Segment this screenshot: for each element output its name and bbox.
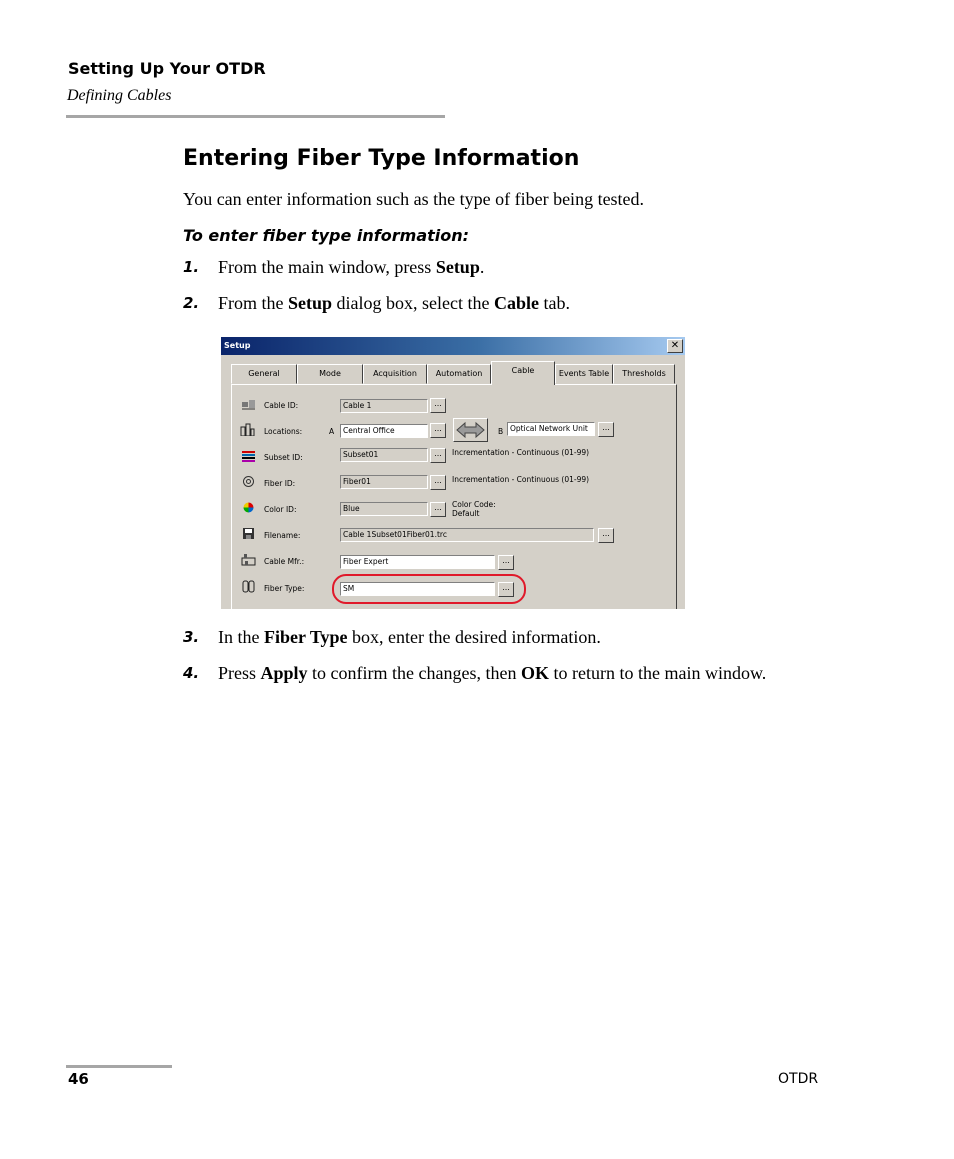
location-a-browse-button[interactable]: ... <box>430 423 446 438</box>
color-wheel-icon <box>241 501 256 514</box>
color-code-value: Default <box>452 509 480 518</box>
step-number: 4. <box>183 664 200 682</box>
subset-id-field[interactable]: Subset01 <box>340 448 428 462</box>
step-ui-term: Cable <box>493 293 539 313</box>
filename-browse-button[interactable]: ... <box>598 528 614 543</box>
color-id-label: Color ID: <box>264 505 297 514</box>
fiber-type-icon <box>241 580 256 593</box>
swap-arrows-icon <box>454 419 487 441</box>
step-text: From the <box>218 293 288 313</box>
step-text: Press <box>218 663 261 683</box>
buildings-icon <box>240 423 255 436</box>
step-ui-term: Fiber Type <box>263 627 348 647</box>
step-text: From the main window, press <box>218 257 436 277</box>
running-header-subtitle: Defining Cables <box>67 87 172 104</box>
tab-mode[interactable]: Mode <box>297 364 363 384</box>
floppy-disk-icon <box>241 527 256 540</box>
step-ui-term: Setup <box>288 293 333 313</box>
tab-general[interactable]: General <box>231 364 297 384</box>
cable-id-browse-button[interactable]: ... <box>430 398 446 413</box>
fiber-id-field[interactable]: Fiber01 <box>340 475 428 489</box>
step-text: dialog box, select the <box>332 293 494 313</box>
step-text: In the <box>218 627 264 647</box>
manufacturer-icon <box>241 553 256 566</box>
step-text: . <box>479 257 485 277</box>
location-a-label: A <box>329 427 335 436</box>
intro-paragraph: You can enter information such as the type of fiber being tested. <box>183 189 645 209</box>
step-text: to confirm the changes, then <box>307 663 521 683</box>
subset-icon <box>241 450 256 463</box>
location-b-field[interactable]: Optical Network Unit <box>507 422 595 436</box>
step-4 <box>183 661 803 686</box>
step-text: tab. <box>538 293 570 313</box>
tab-acquisition[interactable]: Acquisition <box>363 364 427 384</box>
step-1 <box>183 255 803 280</box>
fiber-type-highlight <box>332 574 526 604</box>
cable-mfr-label: Cable Mfr.: <box>264 557 305 566</box>
cable-icon <box>241 398 256 411</box>
step-number: 1. <box>183 258 200 276</box>
filename-label: Filename: <box>264 531 301 540</box>
cable-mfr-field[interactable]: Fiber Expert <box>340 555 495 569</box>
subset-id-label: Subset ID: <box>264 453 303 462</box>
close-button[interactable]: ✕ <box>667 339 683 353</box>
step-number: 2. <box>183 294 200 312</box>
footer-rule <box>66 1065 172 1068</box>
dialog-titlebar <box>221 337 685 355</box>
step-ui-term: Apply <box>260 663 308 683</box>
fiber-type-browse-button[interactable]: ... <box>498 582 514 597</box>
color-id-browse-button[interactable]: ... <box>430 502 446 517</box>
procedure-title: To enter fiber type information: <box>183 226 470 245</box>
filename-field[interactable]: Cable 1Subset01Fiber01.trc <box>340 528 594 542</box>
section-title: Entering Fiber Type Information <box>183 146 580 171</box>
tab-events-table[interactable]: Events Table <box>555 364 613 384</box>
location-a-field[interactable]: Central Office <box>340 424 428 438</box>
dialog-title: Setup <box>224 341 251 350</box>
step-text: to return to the main window. <box>549 663 767 683</box>
cable-mfr-browse-button[interactable]: ... <box>498 555 514 570</box>
fiber-type-field[interactable]: SM <box>340 582 495 596</box>
locations-label: Locations: <box>264 427 303 436</box>
step-ui-term: OK <box>520 663 549 683</box>
step-ui-term: Setup <box>435 257 480 277</box>
fiber-id-browse-button[interactable]: ... <box>430 475 446 490</box>
color-id-field[interactable]: Blue <box>340 502 428 516</box>
location-b-label: B <box>498 427 504 436</box>
step-2 <box>183 291 803 316</box>
step-3 <box>183 625 803 650</box>
tab-automation[interactable]: Automation <box>427 364 491 384</box>
cable-id-label: Cable ID: <box>264 401 299 410</box>
header-rule <box>66 115 445 118</box>
tab-cable[interactable]: Cable <box>491 361 555 385</box>
subset-incrementation-text: Incrementation - Continuous (01-99) <box>452 448 590 457</box>
step-number: 3. <box>183 628 200 646</box>
fiber-icon <box>241 475 256 488</box>
location-b-browse-button[interactable]: ... <box>598 422 614 437</box>
swap-locations-button[interactable] <box>453 418 488 442</box>
color-code-label: Color Code: <box>452 500 496 509</box>
tab-thresholds[interactable]: Thresholds <box>613 364 675 384</box>
footer-product: OTDR <box>778 1071 819 1087</box>
setup-dialog <box>220 337 685 609</box>
subset-id-browse-button[interactable]: ... <box>430 448 446 463</box>
fiber-id-label: Fiber ID: <box>264 479 296 488</box>
running-header-title: Setting Up Your OTDR <box>68 59 266 78</box>
page-number: 46 <box>68 1070 89 1088</box>
fiber-incrementation-text: Incrementation - Continuous (01-99) <box>452 475 590 484</box>
step-text: box, enter the desired information. <box>347 627 601 647</box>
fiber-type-label: Fiber Type: <box>264 584 305 593</box>
cable-id-field[interactable]: Cable 1 <box>340 399 428 413</box>
